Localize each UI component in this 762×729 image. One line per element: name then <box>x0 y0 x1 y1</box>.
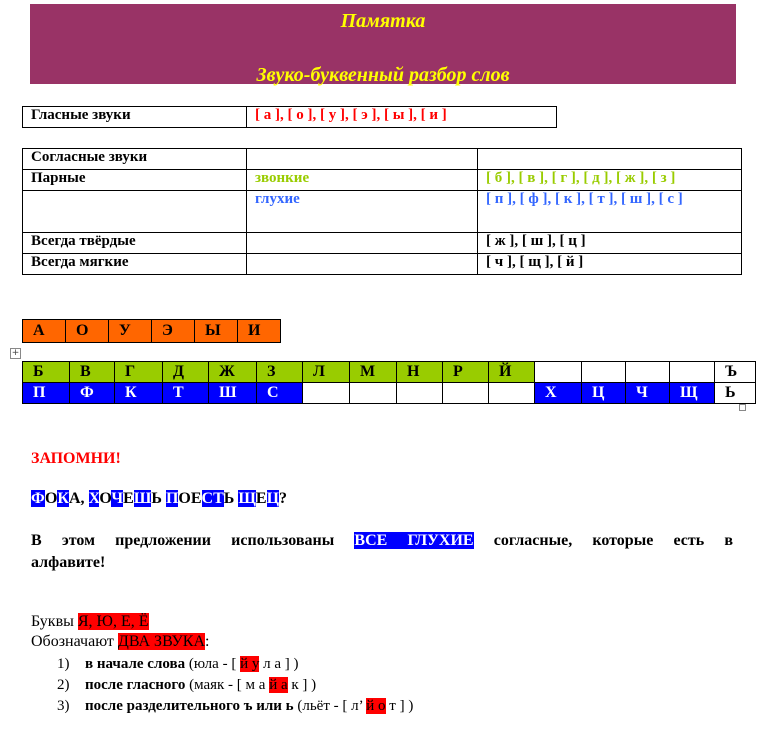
letter-cell: Б <box>23 362 70 383</box>
vowel-letter: О <box>66 320 109 343</box>
letter-cell: Й <box>489 362 535 383</box>
letter-cell: Т <box>163 383 209 404</box>
letter-cell <box>670 362 715 383</box>
letter-cell: Ч <box>626 383 670 404</box>
phrase-voiceless-letter: Ц <box>266 490 280 507</box>
always-hard-sounds: [ ж ], [ ш ], [ ц ] <box>478 233 742 254</box>
letters-highlight: Я, Ю, Е, Ё <box>77 613 149 630</box>
title-banner <box>30 4 736 84</box>
phrase-voiceless-letter: П <box>165 490 179 507</box>
phrase-text: ОЕ <box>178 490 202 507</box>
table-move-handle-icon[interactable]: + <box>11 348 20 358</box>
letter-cell <box>303 383 350 404</box>
always-hard-label: Всегда твёрдые <box>23 233 247 254</box>
vowel-sounds-table <box>22 106 557 128</box>
explanation-text-b: согласные, которые есть в <box>493 532 734 549</box>
letter-cell: Ф <box>70 383 115 404</box>
table-resize-handle[interactable] <box>739 404 746 411</box>
vowel-sounds-value: [ а ], [ о ], [ у ], [ э ], [ ы ], [ и ] <box>247 107 557 128</box>
colon: : <box>205 633 210 650</box>
voiceless-sounds: [ п ], [ ф ], [ к ], [ т ], [ ш ], [ с ] <box>478 191 742 233</box>
page-subtitle: Звуко-буквенный разбор слов <box>256 64 510 86</box>
phrase-voiceless-letter: С <box>201 490 214 507</box>
paired-label: Парные <box>23 170 247 191</box>
two-sounds-highlight: ДВА ЗВУКА <box>117 633 205 650</box>
remember-heading: ЗАПОМНИ! <box>31 450 121 467</box>
letters-prefix: Буквы <box>31 613 78 630</box>
letter-cell <box>397 383 443 404</box>
phrase-text: Е <box>123 490 134 507</box>
letter-cell <box>350 383 397 404</box>
letter-cell: Г <box>115 362 163 383</box>
vowel-letter: И <box>238 320 281 343</box>
list-number: 2) <box>57 677 70 693</box>
list-example-a: (маяк - [ м а <box>185 677 270 693</box>
phrase-voiceless-letter: К <box>57 490 69 507</box>
phrase-voiceless-letter: Ф <box>31 490 45 507</box>
letter-cell: Д <box>163 362 209 383</box>
letter-cell <box>582 362 626 383</box>
list-highlight: й о <box>366 698 386 714</box>
letter-cell: Ш <box>209 383 257 404</box>
always-hard-mid <box>247 233 478 254</box>
voiceless-label: глухие <box>247 191 478 233</box>
consonant-mid <box>247 149 478 170</box>
phrase-text: Ь <box>151 490 166 507</box>
letter-cell: Р <box>443 362 489 383</box>
paired-empty <box>23 191 247 233</box>
letter-cell: Щ <box>670 383 715 404</box>
letter-cell: П <box>23 383 70 404</box>
list-highlight: й а <box>269 677 288 693</box>
phrase-voiceless-letter: Т <box>213 490 224 507</box>
vowel-letter: Э <box>152 320 195 343</box>
phrase-voiceless-letter: Щ <box>238 490 256 507</box>
phrase-text: Е <box>255 490 267 507</box>
phrase-text: О <box>44 490 58 507</box>
voiced-sounds: [ б ], [ в ], [ г ], [ д ], [ ж ], [ з ] <box>478 170 742 191</box>
letter-cell: С <box>257 383 303 404</box>
vowel-letter: А <box>23 320 66 343</box>
list-example-b: к ] ) <box>287 677 317 693</box>
letter-cell: Ц <box>582 383 626 404</box>
phrase-voiceless-letter: Х <box>88 490 100 507</box>
two-sounds-prefix: Обозначают <box>31 633 118 650</box>
list-example-b: т ] ) <box>385 698 414 714</box>
list-item <box>57 656 299 673</box>
list-example-a: (льёт - [ л’ <box>293 698 367 714</box>
letter-cell: Х <box>535 383 582 404</box>
list-example-a: (юла - [ <box>185 656 241 672</box>
two-sounds-line <box>31 633 209 651</box>
letter-cell: З <box>257 362 303 383</box>
letter-cell: Ь <box>715 383 756 404</box>
explanation-line-2: алфавите! <box>31 554 106 571</box>
list-bold: после разделительного ъ или ь <box>85 698 294 714</box>
list-item <box>57 698 413 715</box>
phrase-text: ? <box>279 490 288 507</box>
consonant-right <box>478 149 742 170</box>
vowel-sounds-label: Гласные звуки <box>23 107 247 128</box>
mnemonic-phrase <box>31 490 287 508</box>
letter-cell: В <box>70 362 115 383</box>
letters-line <box>31 613 149 631</box>
letter-cell <box>535 362 582 383</box>
vowel-letter: У <box>109 320 152 343</box>
always-soft-mid <box>247 254 478 275</box>
all-voiceless-highlight: ВСЕ ГЛУХИЕ <box>354 532 474 549</box>
vowel-letter: Ы <box>195 320 238 343</box>
letter-cell: Ж <box>209 362 257 383</box>
always-soft-label: Всегда мягкие <box>23 254 247 275</box>
letter-cell <box>626 362 670 383</box>
page-title: Памятка <box>340 10 426 32</box>
list-bold: в начале слова <box>85 656 186 672</box>
phrase-text: О <box>99 490 112 507</box>
always-soft-sounds: [ ч ], [ щ ], [ й ] <box>478 254 742 275</box>
letter-cell: К <box>115 383 163 404</box>
vowel-letters-table <box>22 319 281 343</box>
explanation-line-1 <box>31 532 733 550</box>
letter-cell: Л <box>303 362 350 383</box>
letter-cell <box>443 383 489 404</box>
consonant-letters-table <box>22 361 756 404</box>
phrase-voiceless-letter: Ш <box>133 490 152 507</box>
letter-cell <box>489 383 535 404</box>
list-item <box>57 677 316 694</box>
consonant-label: Согласные звуки <box>23 149 247 170</box>
phrase-text: А, <box>69 490 89 507</box>
explanation-text-a: В этом предложении использованы <box>31 532 335 549</box>
voiced-label: звонкие <box>247 170 478 191</box>
list-bold: после гласного <box>85 677 186 693</box>
letter-cell: М <box>350 362 397 383</box>
letter-cell: Ъ <box>715 362 756 383</box>
list-highlight: й у <box>240 656 260 672</box>
phrase-text: Ь <box>223 490 239 507</box>
list-example-b: л а ] ) <box>259 656 299 672</box>
letter-cell: Н <box>397 362 443 383</box>
list-number: 3) <box>57 698 70 714</box>
list-number: 1) <box>57 656 70 672</box>
consonant-sounds-table <box>22 148 742 275</box>
phrase-voiceless-letter: Ч <box>111 490 124 507</box>
